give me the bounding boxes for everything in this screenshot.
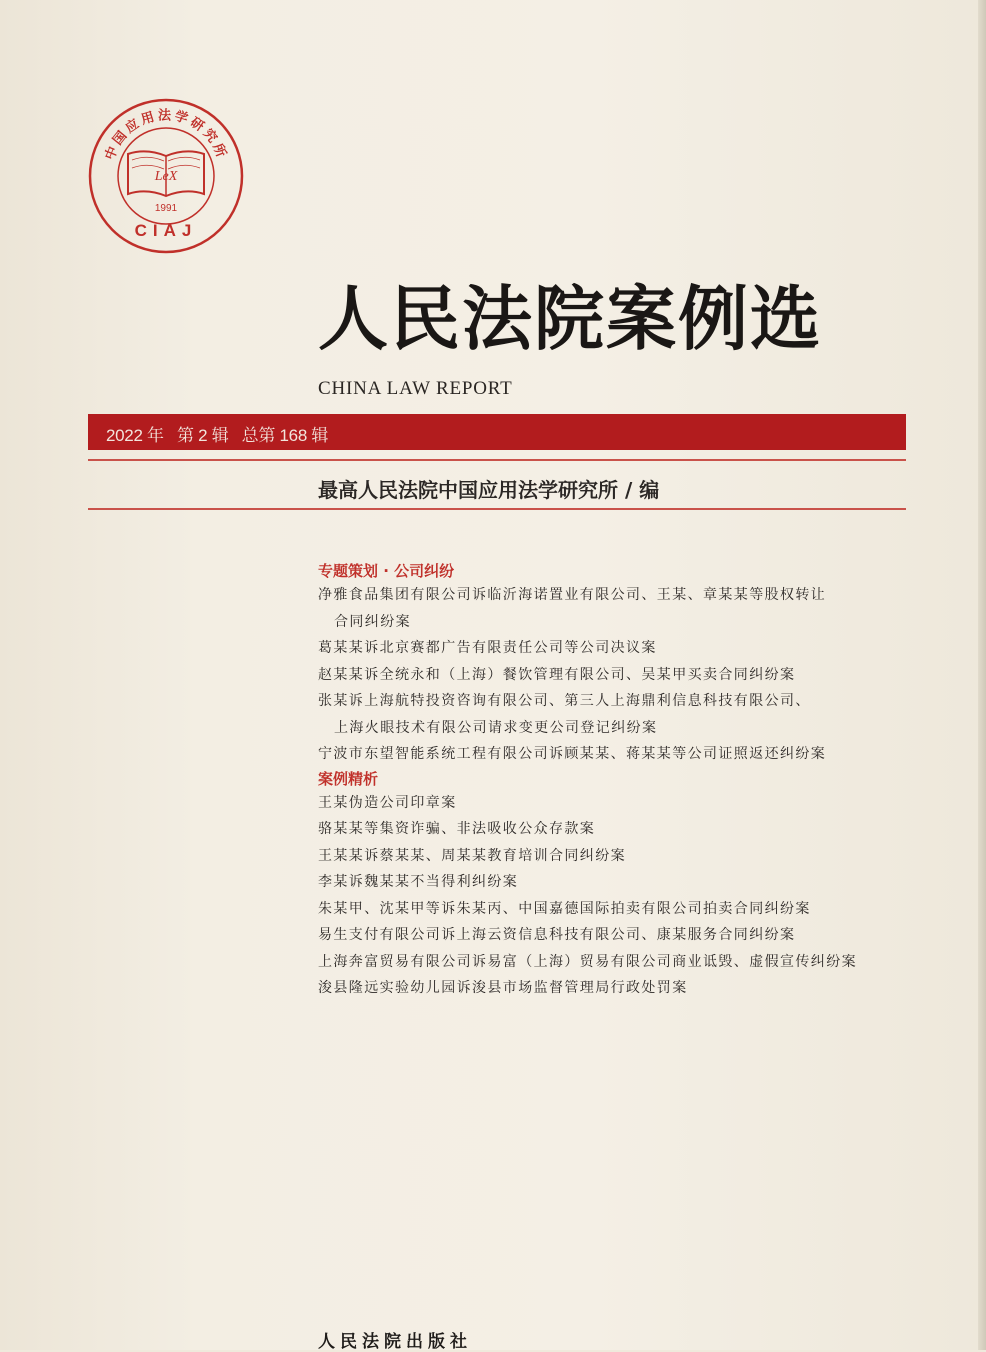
entry-text: 骆某某等集资诈骗、非法吸收公众存款案 <box>318 821 596 837</box>
ciaj-seal-logo <box>86 96 246 256</box>
contents-entry <box>318 790 908 817</box>
table-of-contents <box>318 560 908 1002</box>
contents-entry <box>318 688 908 741</box>
entry-text: 易生支付有限公司诉上海云资信息科技有限公司、康某服务合同纠纷案 <box>318 927 796 943</box>
contents-entry <box>318 662 908 689</box>
seal-year: 1991 <box>154 203 178 214</box>
contents-entry <box>318 922 908 949</box>
entry-text: 宁波市东望智能系统工程有限公司诉顾某某、蒋某某等公司证照返还纠纷案 <box>318 746 827 762</box>
cover-edge <box>978 0 986 1350</box>
book-subtitle: CHINA LAW REPORT <box>318 378 513 399</box>
contents-entry <box>318 975 908 1002</box>
section-heading-special-topic: 专题策划 · 公司纠纷 <box>318 562 455 580</box>
entry-text: 净雅食品集团有限公司诉临沂海诺置业有限公司、王某、章某某等股权转让 <box>318 587 827 603</box>
entry-text-continued: 合同纠纷案 <box>334 613 411 630</box>
section-heading-case-analysis: 案例精析 <box>318 769 379 788</box>
contents-entry <box>318 869 908 896</box>
contents-entry <box>318 635 908 662</box>
contents-entry <box>318 843 908 870</box>
entry-text-continued: 上海火眼技术有限公司请求变更公司登记纠纷案 <box>334 719 658 736</box>
seal-abbrev: CIAJ <box>134 221 198 240</box>
editor-line: 最高人民法院中国应用法学研究所 / 编 <box>318 478 660 502</box>
issue-info: 2022 年 第 2 辑 总第 168 辑 <box>106 426 329 445</box>
book-title: 人民法院案例选 <box>318 278 822 360</box>
entry-text: 赵某某诉全统永和（上海）餐饮管理有限公司、吴某甲买卖合同纠纷案 <box>318 666 796 683</box>
publisher-name: 人民法院出版社 <box>318 1332 472 1352</box>
divider-top <box>88 459 906 461</box>
contents-entry <box>318 816 908 843</box>
entry-text: 李某诉魏某某不当得利纠纷案 <box>318 874 519 890</box>
seal-book-text: LeX <box>154 169 178 184</box>
divider-bottom <box>88 508 906 510</box>
seal-ring-text: 中国应用法学研究所 <box>102 108 230 163</box>
entry-text: 葛某某诉北京赛都广告有限责任公司等公司决议案 <box>318 640 657 656</box>
contents-entry <box>318 741 908 768</box>
contents-entry <box>318 896 908 923</box>
contents-entry <box>318 582 908 635</box>
entry-text: 上海奔富贸易有限公司诉易富（上海）贸易有限公司商业诋毁、虚假宣传纠纷案 <box>318 953 857 970</box>
entry-text: 王某伪造公司印章案 <box>318 794 457 811</box>
entry-text: 王某某诉蔡某某、周某某教育培训合同纠纷案 <box>318 847 626 864</box>
entry-text: 张某诉上海航特投资咨询有限公司、第三人上海鼎利信息科技有限公司、 <box>318 693 811 709</box>
entry-text: 朱某甲、沈某甲等诉朱某丙、中国嘉德国际拍卖有限公司拍卖合同纠纷案 <box>318 900 811 917</box>
entry-text: 浚县隆远实验幼儿园诉浚县市场监督管理局行政处罚案 <box>318 980 688 996</box>
contents-entry <box>318 949 908 976</box>
